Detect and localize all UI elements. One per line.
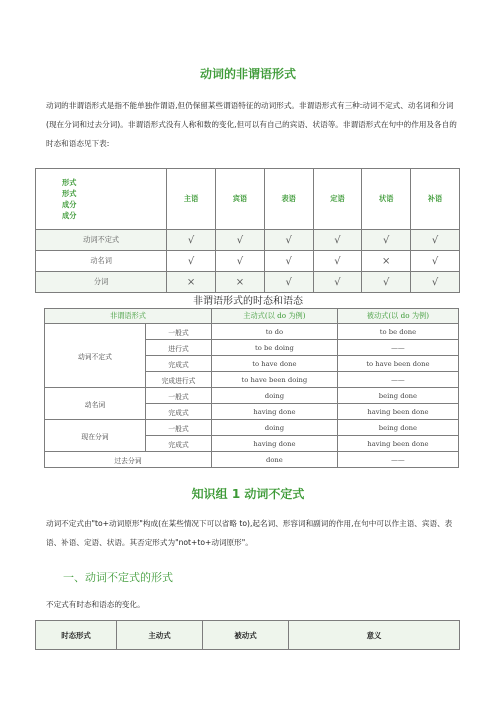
check-cell: √	[167, 251, 216, 272]
subsection-text: 不定式有时态和语态的变化。	[46, 600, 145, 609]
column-header: 表语	[264, 169, 313, 230]
table-row	[36, 272, 460, 293]
column-header: 宾语	[216, 169, 265, 230]
row-label: 分词	[36, 272, 167, 293]
check-cell: √	[313, 272, 362, 293]
group-label: 动名词	[45, 388, 146, 420]
check-cell: √	[264, 272, 313, 293]
check-cell: √	[411, 251, 460, 272]
subsection-heading: 一、动词不定式的形式	[63, 571, 173, 584]
table-row: 完成式 having done having been done	[45, 436, 459, 452]
column-header: 时态形式	[36, 621, 117, 650]
check-cell: √	[264, 230, 313, 251]
table-row: 完成进行式 to have been doing ——	[45, 372, 459, 388]
infinitive-form-table	[35, 620, 460, 650]
table-row: 动名词 一般式 doing being done	[45, 388, 459, 404]
group-label: 过去分词	[45, 452, 212, 468]
page-title: 动词的非谓语形式	[199, 67, 296, 81]
table-row: 完成式 to have done to have been done	[45, 356, 459, 372]
table-row	[36, 251, 460, 272]
column-header: 补语	[411, 169, 460, 230]
check-cell: √	[411, 272, 460, 293]
check-cell: √	[167, 230, 216, 251]
table-row: 进行式 to be doing ——	[45, 340, 459, 356]
column-header: 状语	[362, 169, 411, 230]
check-cell: √	[362, 272, 411, 293]
column-header: 被动式	[203, 621, 289, 650]
table-row: 动词不定式 一般式 to do to be done	[45, 324, 459, 340]
tense-voice-table	[44, 308, 459, 468]
diagonal-header-cell: 形式 形式 成分 成分	[36, 169, 167, 230]
function-table	[35, 168, 460, 293]
column-header: 定语	[313, 169, 362, 230]
row-label: 动名词	[36, 251, 167, 272]
check-cell: √	[362, 230, 411, 251]
table-row: 过去分词 done ——	[45, 452, 459, 468]
check-cell: √	[313, 251, 362, 272]
column-header: 主动式(以 do 为例)	[211, 309, 337, 324]
check-cell: √	[216, 251, 265, 272]
column-header: 主语	[167, 169, 216, 230]
group-label: 动词不定式	[45, 324, 146, 388]
table-caption: 非谓语形式的时态和语态	[193, 296, 303, 307]
column-header: 意义	[289, 621, 460, 650]
check-cell: √	[216, 230, 265, 251]
check-cell: √	[313, 230, 362, 251]
check-cell: ×	[167, 272, 216, 293]
section-paragraph: 动词不定式由"to+动词原形"构成(在某些情况下可以省略 to),起名词、形容词和副词的作用,在句中可以作主语、宾语、表语、补语、定语、状语。其否定形式为"not+to+动词原形"。	[46, 519, 453, 547]
table-row: 完成式 having done having been done	[45, 404, 459, 420]
check-cell: √	[264, 251, 313, 272]
column-header: 主动式	[117, 621, 203, 650]
check-cell: √	[411, 230, 460, 251]
column-header: 被动式(以 do 为例)	[337, 309, 458, 324]
row-label: 动词不定式	[36, 230, 167, 251]
table-row	[36, 230, 460, 251]
check-cell: ×	[362, 251, 411, 272]
check-cell: ×	[216, 272, 265, 293]
column-header: 非谓语形式	[45, 309, 212, 324]
section-heading: 知识组 1 动词不定式	[191, 487, 305, 501]
intro-paragraph: 动词的非谓语形式是指不能单独作谓语,但仍保留某些谓语特征的动词形式。非谓语形式有三种:动词不定式、动名词和分词(现在分词和过去分词)。非谓语形式没有人称和数的变化,但可以有自己的宾语、状语等。非谓语形式在句中的作用及各自的时态和语态见下表:	[46, 101, 457, 148]
table-row: 现在分词 一般式 doing being done	[45, 420, 459, 436]
group-label: 现在分词	[45, 420, 146, 452]
